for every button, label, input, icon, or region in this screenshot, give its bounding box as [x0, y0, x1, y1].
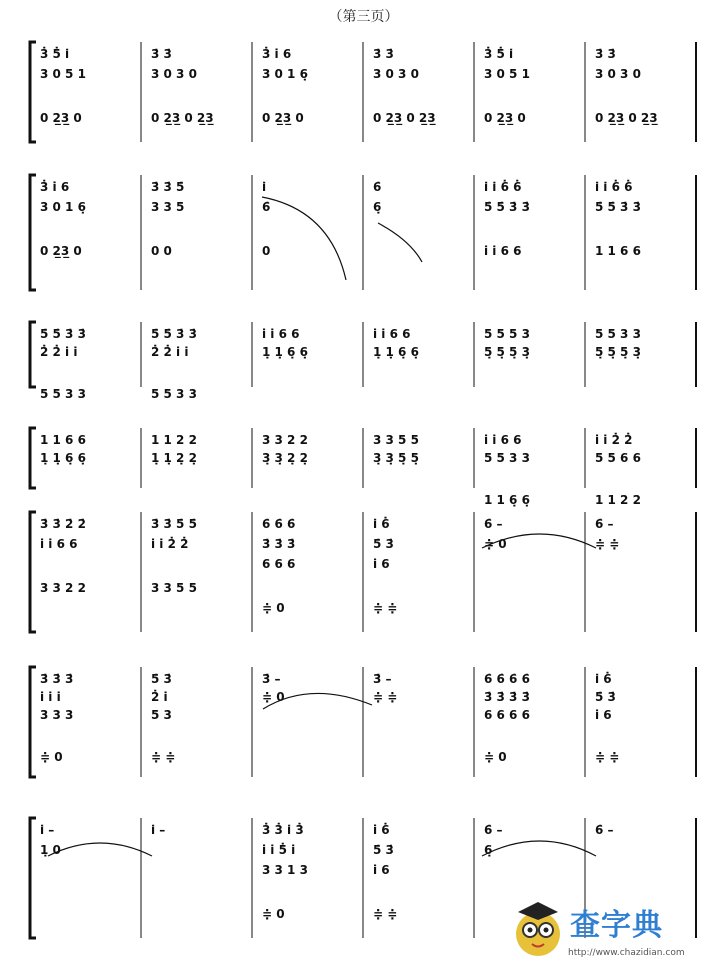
notation-row: 0 0 — [151, 244, 172, 258]
notation-row: 3̇ 3̇ 3̇ — [262, 537, 296, 551]
notation-row: 5̇ 5̇ 3̇ 3̇ — [40, 327, 86, 341]
notation-row: 6̇ – — [595, 823, 614, 837]
notation-row: 3̇ i 6 — [262, 47, 292, 61]
notation-row: 5 5 5 3 — [484, 327, 530, 341]
notation-row: 5̣ 5̣ 5̣ 3̣ — [595, 345, 641, 359]
notation-row: 3 3 3 — [40, 708, 74, 722]
system-bracket — [30, 428, 36, 488]
notation-row: ≑ ≑ — [151, 750, 176, 764]
notation-row: 5̇ 5̇ 3̇ 3̇ — [484, 200, 530, 214]
notation-row: 3̇ 5̇ i̇ — [40, 47, 70, 61]
notation-row: 3 3 1 3 — [262, 863, 308, 877]
notation-row: 6 6 6 — [262, 557, 296, 571]
watermark-title: 查字典 — [570, 908, 663, 943]
system-bracket — [30, 175, 36, 290]
notation-row: i i 6 6 — [373, 327, 411, 341]
notation-row: 6̇ – — [484, 517, 503, 531]
slur — [262, 197, 346, 280]
notation-row: ≑ 0 — [484, 750, 507, 764]
notation-row: 5̇ 3̇ — [595, 690, 616, 704]
notation-row: 5 3 — [151, 708, 172, 722]
notation-row: i 6 — [373, 557, 390, 571]
notation-row: 3 3 5 5 — [373, 433, 419, 447]
notation-row: 6̇ 6̇ 6̇ 6̇ — [484, 672, 530, 686]
system-bracket — [30, 42, 36, 142]
notation-row: 1 1 6̣ 6̣ — [484, 493, 530, 507]
notation-row: i i 2̇ 2̇ — [595, 433, 633, 447]
notation-row: i i 5̇ i — [262, 843, 296, 857]
notation-row: 3 0 3 0 — [373, 67, 419, 81]
notation-row: 3̇ 3̇ — [373, 47, 394, 61]
notation-row: 6̇ – — [595, 517, 614, 531]
notation-row: 1 1 2 2 — [151, 433, 197, 447]
notation-row: 5̇ 5̇ 3̇ 3̇ — [595, 200, 641, 214]
notation-row: 3 0 1 6̣ — [262, 67, 308, 81]
notation-row: 3 0 5 1 — [40, 67, 86, 81]
notation-row: ≑ ≑ — [373, 690, 398, 704]
notation-row: 3̣ 3̣ 2̣ 2̣ — [262, 451, 308, 465]
notation-row: 1̣ 1̣ 6̣ 6̣ — [262, 345, 308, 359]
notation-row: ≑ ≑ — [373, 907, 398, 921]
notation-row: 1 1 6 6 — [595, 244, 641, 258]
notation-row: 3̇ 3̇ 3̇ 3̇ — [484, 690, 530, 704]
notation-row: i i 6 6 — [484, 433, 522, 447]
notation-row: 0 2̲3̲ 0 2̲3̲ — [595, 111, 658, 125]
notation-row: i i 6 6 — [40, 537, 78, 551]
notation-row: 5 5 3 3 — [40, 387, 86, 401]
system-bracket — [30, 512, 36, 632]
watermark — [508, 890, 723, 970]
notation-row: ≑ 0 — [40, 750, 63, 764]
notation-row: ≑ ≑ — [595, 537, 620, 551]
notation-row: 1̣ 1̣ 6̣ 6̣ — [373, 345, 419, 359]
notation-row: ≑ ≑ — [373, 601, 398, 615]
notation-row: 3̇ 3̇ i̇ 3̇ — [262, 823, 304, 837]
slur — [482, 841, 596, 856]
notation-row: 3̇ 3̇ 2̇ 2̇ — [40, 517, 86, 531]
notation-row: 5̇ 5̇ 3̇ 3̇ — [151, 327, 197, 341]
notation-row: 0 2̲3̲ 0 — [40, 111, 82, 125]
notation-row: 5 5 3 3 — [595, 327, 641, 341]
notation-row: ≑ ≑ — [595, 750, 620, 764]
notation-row: i i 6 6 — [262, 327, 300, 341]
notation-row: 3 0 1 6̣ — [40, 200, 86, 214]
notation-row: 3 0 3 0 — [595, 67, 641, 81]
notation-row: i̇ — [262, 180, 267, 194]
watermark-url: http://www.chazidian.com — [568, 948, 685, 958]
system-bracket — [30, 667, 36, 777]
notation-row: 3̇ i 6 — [40, 180, 70, 194]
notation-row: 1 1 2 2 — [595, 493, 641, 507]
notation-row: 3 3 2 2 — [40, 581, 86, 595]
notation-row: 6̣ — [484, 843, 493, 857]
notation-row: 0 2̲3̲ 0 — [262, 111, 304, 125]
notation-row: 3̇ 3̇ 5̇ — [151, 180, 185, 194]
notation-row: 0 2̲3̲ 0 2̲3̲ — [373, 111, 436, 125]
notation-row: i̇ – — [40, 823, 55, 837]
notation-row: 5̣ 5̣ 5̣ 3̣ — [484, 345, 530, 359]
owl-mascot-icon — [508, 894, 568, 964]
notation-row: 3 3 2 2 — [262, 433, 308, 447]
notation-row: ≑ 0 — [484, 537, 507, 551]
notation-row: 2̇ i — [151, 690, 168, 704]
notation-row: i i 2̇ 2̇ — [151, 537, 189, 551]
notation-row: i 6̇ — [373, 823, 390, 837]
notation-row: 3 3 5 5 — [151, 581, 197, 595]
notation-row: 0 2̲3̲ 0 2̲3̲ — [151, 111, 214, 125]
notation-row: 6̇ — [262, 200, 271, 214]
notation-row: 2̇ 2̇ i i — [151, 345, 189, 359]
notation-row: 5 5 3 3 — [151, 387, 197, 401]
notation-row: 1 1 6 6 — [40, 433, 86, 447]
notation-row: i̇ 6̇ — [373, 517, 390, 531]
notation-row: i̇ i̇ 6̇ 6̇ — [484, 180, 522, 194]
notation-row: 3̇ – — [262, 672, 281, 686]
notation-row: i 6 — [373, 863, 390, 877]
notation-row: ≑ 0 — [262, 690, 285, 704]
notation-row: 3 3 5 — [151, 200, 185, 214]
notation-row: 6̇ 6̇ 6̇ — [262, 517, 296, 531]
notation-row: i i 6 6 — [484, 244, 522, 258]
notation-row: 3̇ 3̇ — [595, 47, 616, 61]
notation-row: i̇ i̇ 6̇ 6̇ — [595, 180, 633, 194]
notation-row: 3̇ 3̇ 5̇ 5̇ — [151, 517, 197, 531]
notation-row: 5̇ 3̇ — [373, 537, 394, 551]
notation-row: 0 2̲3̲ 0 — [40, 244, 82, 258]
notation-row: 6̇ – — [484, 823, 503, 837]
notation-row: 5̇ 3̇ — [151, 672, 172, 686]
system-bracket — [30, 818, 36, 938]
notation-row: 2̇ 2̇ i i — [40, 345, 78, 359]
notation-row: i 6 — [595, 708, 612, 722]
notation-row: 3̇ 5̇ i̇ — [484, 47, 514, 61]
notation-row: i̇ 6̇ — [595, 672, 612, 686]
notation-row: 3 0 5 1 — [484, 67, 530, 81]
notation-row: ≑ 0 — [262, 601, 285, 615]
notation-row: 1̣ 1̣ 2̣ 2̣ — [151, 451, 197, 465]
notation-row: 3̣ 3̣ 5̣ 5̣ — [373, 451, 419, 465]
notation-row: 3̇ – — [373, 672, 392, 686]
notation-row: 6̣ — [373, 200, 382, 214]
notation-row: 3̇ 3̇ 3̇ — [40, 672, 74, 686]
notation-row: 5 5 6 6 — [595, 451, 641, 465]
notation-row: 5 5 3 3 — [484, 451, 530, 465]
notation-row: 1̣ 0 — [40, 843, 61, 857]
page-label: （第三页） — [328, 9, 399, 25]
notation-row: 0 — [262, 244, 271, 258]
system-bracket — [30, 322, 36, 387]
slur — [378, 223, 422, 262]
notation-row: 6 6 6 6 — [484, 708, 530, 722]
notation-row: 6̇ — [373, 180, 382, 194]
notation-row: 0 2̲3̲ 0 — [484, 111, 526, 125]
notation-row: 1̣ 1̣ 6̣ 6̣ — [40, 451, 86, 465]
notation-row: i i i — [40, 690, 61, 704]
notation-row: 5̇ 3̇ — [373, 843, 394, 857]
notation-row: ≑ 0 — [262, 907, 285, 921]
slur — [48, 843, 152, 856]
notation-row: 3̇ 3̇ — [151, 47, 172, 61]
notation-row: 3 0 3 0 — [151, 67, 197, 81]
notation-row: i̇ – — [151, 823, 166, 837]
